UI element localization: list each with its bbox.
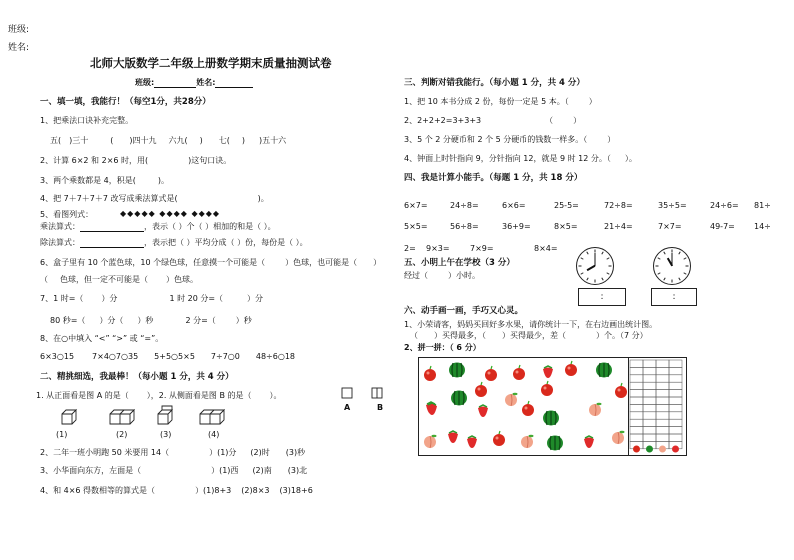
tally-cell[interactable] [656, 427, 669, 434]
calc-r2-7: 14÷ [754, 222, 771, 231]
strawberry-icon [672, 446, 679, 453]
tally-cell[interactable] [630, 375, 643, 382]
tally-cell[interactable] [630, 412, 643, 419]
calc-r3-0: 2= [404, 244, 416, 253]
tally-cell[interactable] [656, 360, 669, 367]
s2q3-text: 3、小华面向东方，左面是（ ）(1)西 (2)南 (3)北 [40, 466, 308, 475]
apple-icon [485, 366, 497, 381]
q7-line1: 7、1 时=（ ）分 1 时 20 分=（ ）分 [40, 294, 264, 303]
calc-r2-1: 56÷8= [450, 222, 479, 231]
q4-text: 4、把 7＋7＋7＋7 改写成乘法算式是( )。 [40, 194, 269, 203]
peach-icon [424, 435, 437, 448]
s2q4-text: 4、和 4×6 得数相等的算式是（ ）(1)8+3 (2)8×3 (3)18+6 [40, 486, 313, 495]
clock-icon-1 [576, 247, 614, 285]
cube-label-2: (2) [116, 430, 128, 439]
clock-tick [579, 266, 582, 267]
watermelon-icon [451, 391, 467, 406]
strawberry-icon [427, 403, 437, 415]
s3q2-text: 2、2+2+2=3+3+3 （ ） [404, 116, 582, 125]
calc-r1-7: 81÷ [754, 201, 771, 210]
strawberry-icon [478, 405, 488, 417]
tally-cell[interactable] [656, 412, 669, 419]
tally-cell[interactable] [643, 434, 656, 441]
calc-r3-3: 8×4= [534, 244, 558, 253]
clock-tick [678, 277, 680, 280]
tally-cell[interactable] [643, 367, 656, 374]
watermelon-icon [646, 446, 653, 453]
q8-items: 6×3○15 7×4○7○35 5+5○5×5 7÷7○0 48÷6○18 [40, 352, 296, 361]
peach-icon [659, 446, 666, 453]
tally-cell[interactable] [643, 375, 656, 382]
q5-div: 除法算式： ，表示把（ ）平均分成（ ）份，每份是（ ）。 [40, 238, 308, 247]
section4-title: 四、我是计算小能手。（每题 1 分，共 18 分） [404, 173, 583, 183]
cube-label-3: (3) [160, 430, 172, 439]
tally-cell[interactable] [630, 367, 643, 374]
section3-title: 三、判断对错我能行。（每小题 1 分，共 4 分） [404, 78, 585, 88]
watermelon-icon [547, 436, 563, 451]
clock-icon-2 [653, 247, 691, 285]
tally-cell[interactable] [669, 434, 682, 441]
q8-text: 8、在○中填入 “<” “>” 或 “=”。 [40, 334, 164, 343]
tally-cell[interactable] [643, 360, 656, 367]
tally-cell[interactable] [630, 404, 643, 411]
apple-icon [522, 401, 534, 416]
time-box-2[interactable]: : [651, 288, 697, 306]
tally-cell[interactable] [643, 397, 656, 404]
s3q1-text: 1、把 10 本书分成 2 份，每份一定是 5 本。（ ） [404, 97, 597, 106]
calc-r2-4: 21÷4= [604, 222, 633, 231]
tally-cell[interactable] [656, 382, 669, 389]
tally-cell[interactable] [669, 382, 682, 389]
peach-icon [589, 403, 602, 416]
clock-tick [663, 277, 665, 280]
clock-tick [580, 272, 583, 274]
tally-cell[interactable] [630, 397, 643, 404]
tally-cell[interactable] [656, 390, 669, 397]
calc-r3-1: 9×3= [426, 244, 450, 253]
cube-label-1: (1) [56, 430, 68, 439]
s3q4-text: 4、钟面上时针指向 9，分针指向 12，就是 9 时 12 分。（ ）。 [404, 154, 637, 163]
clock-tick [601, 277, 603, 280]
calc-r1-4: 72÷8= [604, 201, 633, 210]
tally-cell[interactable] [656, 367, 669, 374]
section6-title: 六、动手画一画，手巧又心灵。 [404, 306, 524, 316]
tally-cell[interactable] [656, 419, 669, 426]
q7-line2: 80 秒=（ ）分（ ）秒 2 分=（ ）秒 [50, 316, 252, 325]
calc-r2-0: 5×5= [404, 222, 428, 231]
tally-cell[interactable] [630, 419, 643, 426]
tally-chart[interactable] [628, 357, 687, 456]
clock-tick [683, 272, 686, 274]
class-label: 班级: [8, 25, 30, 35]
clock-tick [586, 251, 588, 254]
section1-title: 一、填一填，我能行！（每空1分，共28分） [40, 97, 211, 107]
tally-cell[interactable] [643, 427, 656, 434]
clock-tick [601, 251, 603, 254]
strawberry-icon [467, 436, 477, 448]
calc-r1-5: 35÷5= [658, 201, 687, 210]
hour-hand [587, 265, 596, 271]
calc-r1-6: 24÷6= [710, 201, 739, 210]
clock-tick [663, 251, 665, 254]
tally-cell[interactable] [643, 382, 656, 389]
apple-icon [493, 431, 505, 446]
peach-icon [521, 435, 534, 448]
clock-tick [609, 266, 612, 267]
calc-r2-2: 36+9= [502, 222, 531, 231]
q5-text: 5、看图列式： [40, 210, 94, 219]
tally-cell[interactable] [669, 412, 682, 419]
calc-r1-0: 6×7= [404, 201, 428, 210]
calc-r2-5: 7×7= [658, 222, 682, 231]
watermelon-icon [449, 363, 465, 378]
tally-cell[interactable] [630, 360, 643, 367]
cube-figures [60, 405, 240, 427]
tally-cell[interactable] [669, 404, 682, 411]
strawberry-icon [543, 366, 553, 378]
section5-title: 五、小明上午在学校（3 分） [404, 258, 515, 268]
calc-r1-2: 6×6= [502, 201, 526, 210]
s2q2-text: 2、二年一班小明跑 50 米要用 14（ ）(1)分 (2)时 (3)秒 [40, 448, 306, 457]
q5-diamonds: ◆◆◆◆◆ ◆◆◆◆ ◆◆◆◆ [120, 209, 221, 218]
peach-icon [505, 393, 518, 406]
tally-cell[interactable] [630, 382, 643, 389]
q3-text: 3、两个乘数都是 4，积是( )。 [40, 176, 169, 185]
clock-tick [686, 266, 689, 267]
tally-cell[interactable] [656, 375, 669, 382]
view-label-a: A [344, 403, 351, 412]
tally-cell[interactable] [669, 397, 682, 404]
clock-tick [606, 257, 609, 259]
tally-cell[interactable] [669, 367, 682, 374]
page-title: 北师大版数学二年级上册数学期末质量抽测试卷 [90, 56, 332, 70]
tally-cell[interactable] [643, 404, 656, 411]
clock-tick [672, 280, 673, 283]
strawberry-icon [448, 431, 458, 443]
tally-cell[interactable] [643, 390, 656, 397]
s6-q2: 2、拼一拼：（ 6 分） [404, 343, 481, 352]
tally-cell[interactable] [669, 375, 682, 382]
tally-cell[interactable] [669, 419, 682, 426]
apple-icon [541, 381, 553, 396]
clock-tick [678, 251, 680, 254]
calc-r1-1: 24÷8= [450, 201, 479, 210]
tally-cell[interactable] [630, 390, 643, 397]
apple-icon [615, 383, 627, 398]
q1-text: 1、把乘法口诀补充完整。 [40, 116, 134, 125]
clock-tick [657, 272, 660, 274]
tally-cell[interactable] [656, 434, 669, 441]
time-box-1[interactable]: : [578, 288, 626, 306]
minute-hand [595, 253, 596, 266]
tally-cell[interactable] [656, 404, 669, 411]
clock-tick [586, 277, 588, 280]
view-figures [340, 386, 390, 400]
watermelon-icon [543, 411, 559, 426]
tally-cell[interactable] [669, 427, 682, 434]
tally-cell[interactable] [630, 434, 643, 441]
watermelon-icon [596, 363, 612, 378]
calc-r3-2: 7×9= [470, 244, 494, 253]
q6-text-2: （ 色球，但一定不可能是（ ）色球。 [40, 275, 198, 284]
peach-icon [612, 431, 625, 444]
tally-cell[interactable] [656, 397, 669, 404]
tally-cell[interactable] [643, 412, 656, 419]
apple-icon [633, 446, 640, 453]
q2-text: 2、计算 6×2 和 2×6 时，用( )这句口诀。 [40, 156, 232, 165]
s2q1-text: 1. 从正面看是图 A 的是（ ），2. 从侧面看是图 B 的是（ ）。 [36, 391, 282, 400]
calc-r2-3: 8×5= [554, 222, 578, 231]
apple-icon [565, 361, 577, 376]
name-label: 姓名: [8, 43, 30, 53]
q1-items: 五( )三十 ( )四十九 六九( ) 七( ) )五十六 [50, 136, 287, 145]
view-label-b: B [377, 403, 384, 412]
clock-tick [683, 257, 686, 259]
calc-r1-3: 25-5= [554, 201, 579, 210]
clock-tick [656, 266, 659, 267]
section2-title: 二、精挑细选，我最棒！（每小题 1 分，共 4 分） [40, 372, 234, 382]
clock-tick [580, 257, 583, 259]
clock-tick [657, 257, 660, 259]
s6-text-2: （ ）买得最多，（ ）买得最少，差（ ）个。（7 分） [410, 331, 648, 340]
clock-tick [595, 280, 596, 283]
apple-icon [475, 382, 487, 397]
apple-icon [513, 365, 525, 380]
q6-text: 6、盒子里有 10 个蓝色球，10 个绿色球，任意摸一个可能是（ ）色球，也可能是（ ） [40, 258, 382, 267]
s3q3-text: 3、5 个 2 分硬币和 2 个 5 分硬币的钱数一样多。（ ） [404, 135, 616, 144]
fruit-picture [418, 357, 629, 456]
apple-icon [424, 366, 436, 381]
q5-mul: 乘法算式： ，表示（ ）个（ ）相加的和是（ ）。 [40, 222, 276, 231]
s5-sub: 经过（ ）小时。 [404, 271, 480, 280]
s6-text-1: 1、小荣请客，妈妈买回好多水果，请你统计一下，在右边画出统计图。 [404, 320, 658, 329]
clock-tick [606, 272, 609, 274]
tally-cell[interactable] [643, 419, 656, 426]
calc-r2-6: 49-7= [710, 222, 735, 231]
sub-class-label: 班级: 姓名: [135, 78, 253, 88]
strawberry-icon [584, 436, 594, 448]
tally-cell[interactable] [669, 360, 682, 367]
tally-cell[interactable] [630, 427, 643, 434]
tally-cell[interactable] [669, 390, 682, 397]
minute-hand [672, 253, 673, 266]
cube-label-4: (4) [208, 430, 220, 439]
